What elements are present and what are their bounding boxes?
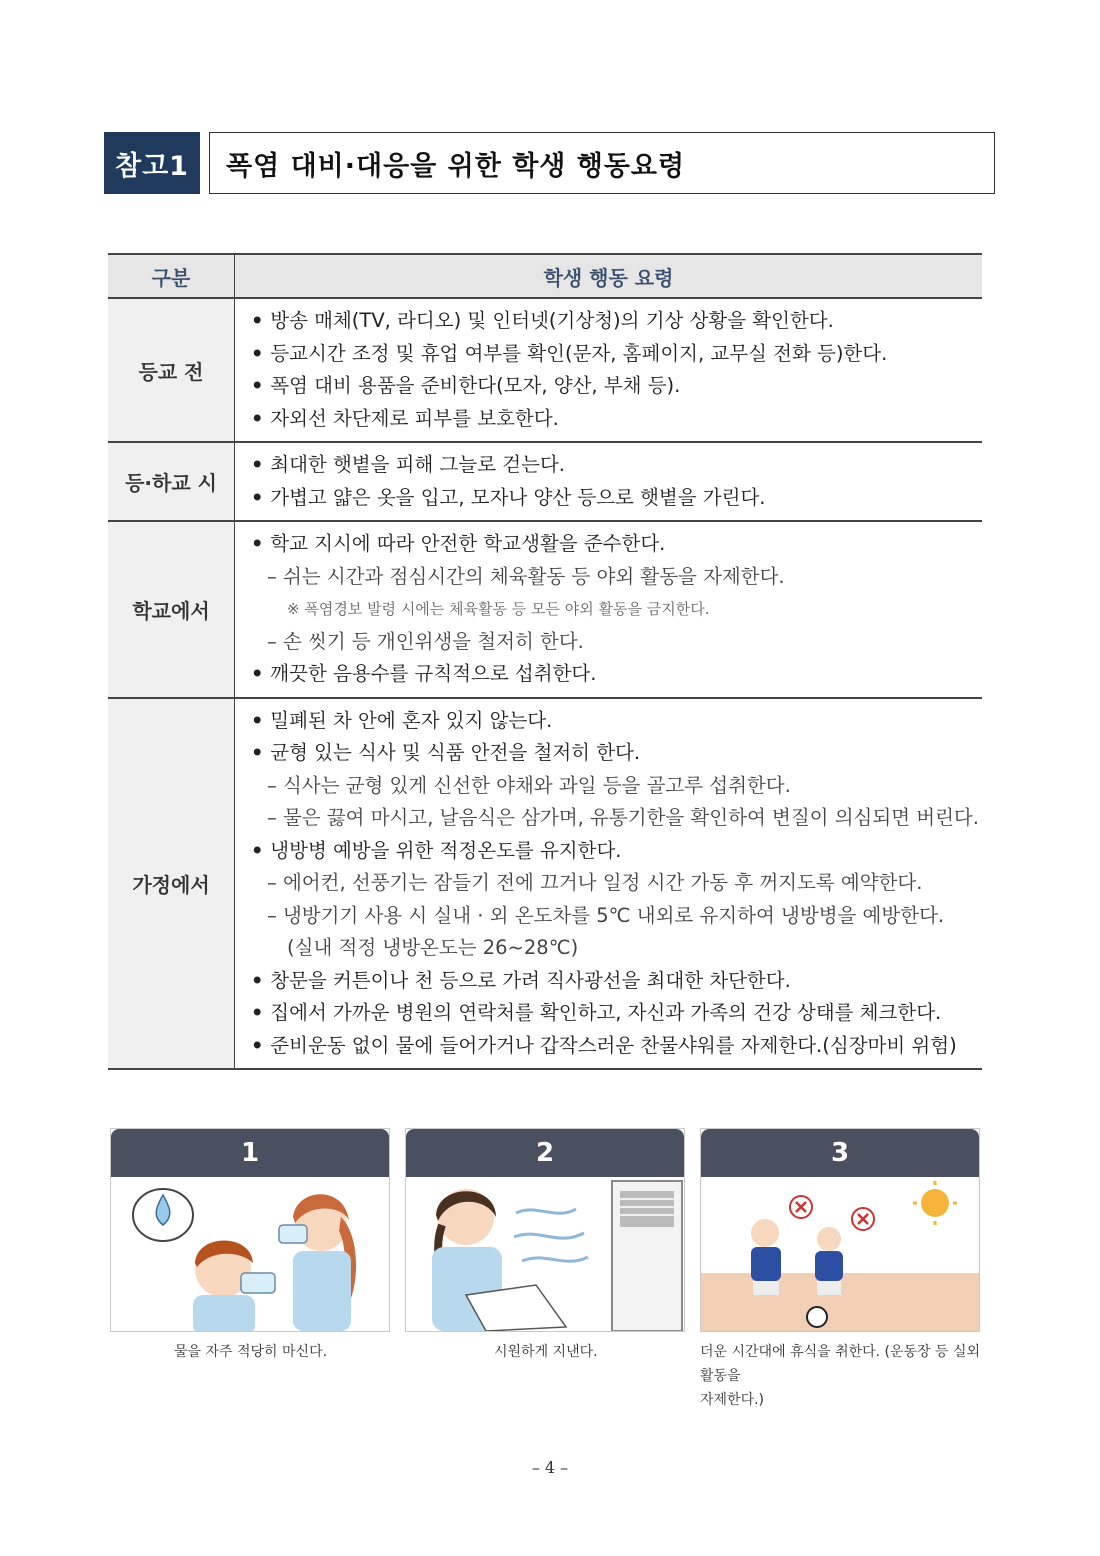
illustration-panel-3 [700, 1128, 980, 1332]
sub-item: – 쉬는 시간과 점심시간의 체육활동 등 야외 활동을 자제한다. [267, 564, 785, 588]
sub-item: – 에어컨, 선풍기는 잠들기 전에 끄거나 일정 시간 가동 후 꺼지도록 예약한다. [267, 871, 923, 894]
bullet-item: • 균형 있는 식사 및 식품 안전을 철저히 한다. [251, 737, 982, 770]
row-guidelines [235, 698, 983, 1070]
caption-2: 시원하게 지낸다. [494, 1344, 598, 1360]
bullet-item: • 최대한 햇볕을 피해 그늘로 걷는다. [251, 449, 982, 482]
note-item: ※ 폭염경보 발령 시에는 체육활동 등 모든 야외 활동을 금지한다. [287, 600, 710, 618]
row-category: 학교에서 [108, 521, 235, 698]
page-title: 폭염 대비·대응을 위한 학생 행동요령 [209, 132, 995, 194]
page-number: – 4 – [531, 1458, 569, 1477]
drinking-water-illustration [111, 1177, 389, 1331]
row-guidelines [235, 442, 983, 521]
bullet-item: • 냉방병 예방을 위한 적정온도를 유지한다. [251, 835, 982, 868]
bullet-item: • 준비운동 없이 물에 들어가거나 갑작스러운 찬물샤워를 자제한다.(심장마비 위험) [251, 1030, 982, 1063]
row-guidelines [235, 298, 983, 442]
row-category: 등교 전 [108, 298, 235, 442]
bullet-item: • 방송 매체(TV, 라디오) 및 인터넷(기상청)의 기상 상황을 확인한다. [251, 305, 982, 338]
panel-number: 2 [406, 1129, 684, 1177]
rest-outdoor-illustration [701, 1177, 979, 1331]
staying-cool-illustration [406, 1177, 684, 1331]
table-header-row [108, 254, 982, 298]
guideline-table [108, 253, 982, 1070]
bullet-item: • 창문을 커튼이나 천 등으로 가려 직사광선을 최대한 차단한다. [251, 965, 982, 998]
bullet-item: • 밀폐된 차 안에 혼자 있지 않는다. [251, 705, 982, 738]
sub-item: – 물은 끓여 마시고, 날음식은 삼가며, 유통기한을 확인하여 변질이 의심되면 버린다. [267, 806, 979, 829]
row-category: 가정에서 [108, 698, 235, 1070]
sub-item: – 냉방기기 사용 시 실내 · 외 온도차를 5℃ 내외로 유지하여 냉방병을 예방한다. [267, 903, 945, 927]
bullet-item: • 가볍고 얇은 옷을 입고, 모자나 양산 등으로 햇볕을 가린다. [251, 482, 982, 515]
bullet-item: • 깨끗한 음용수를 규칙적으로 섭취한다. [251, 658, 982, 691]
bullet-item: • 자외선 차단제로 피부를 보호한다. [251, 403, 982, 436]
bullet-item: • 등교시간 조정 및 휴업 여부를 확인(문자, 홈페이지, 교무실 전화 등)한다. [251, 338, 982, 371]
col-category-header: 구분 [108, 254, 235, 298]
table-row [108, 442, 982, 521]
illustration-panel-2 [405, 1128, 685, 1332]
bullet-item: • 집에서 가까운 병원의 연락처를 확인하고, 자신과 가족의 건강 상태를 체크한다. [251, 997, 982, 1030]
table-row [108, 521, 982, 698]
table-body [108, 298, 982, 1069]
sub-item: – 손 씻기 등 개인위생을 철저히 한다. [267, 629, 584, 653]
caption-3-line-1: 더운 시간대에 휴식을 취한다. (운동장 등 실외활동을 [700, 1344, 981, 1384]
row-guidelines [235, 521, 983, 698]
row-category: 등·하교 시 [108, 442, 235, 521]
reference-badge: 참고1 [104, 132, 200, 194]
col-guideline-header: 학생 행동 요령 [235, 254, 983, 298]
bullet-item: • 학교 지시에 따라 안전한 학교생활을 준수한다. [251, 528, 982, 561]
bullet-item: • 폭염 대비 용품을 준비한다(모자, 양산, 부채 등). [251, 370, 982, 403]
panel-number: 3 [701, 1129, 979, 1177]
sub-item: (실내 적정 냉방온도는 26~28℃) [287, 936, 579, 959]
table-row [108, 698, 982, 1070]
caption-3-line-2: 자제한다.) [700, 1392, 765, 1408]
caption-3 [700, 1340, 990, 1412]
panel-number: 1 [111, 1129, 389, 1177]
table-row [108, 298, 982, 442]
caption-1: 물을 자주 적당히 마신다. [174, 1344, 328, 1360]
illustration-panel-1 [110, 1128, 390, 1332]
sub-item: – 식사는 균형 있게 신선한 야채와 과일 등을 골고루 섭취한다. [267, 773, 791, 797]
